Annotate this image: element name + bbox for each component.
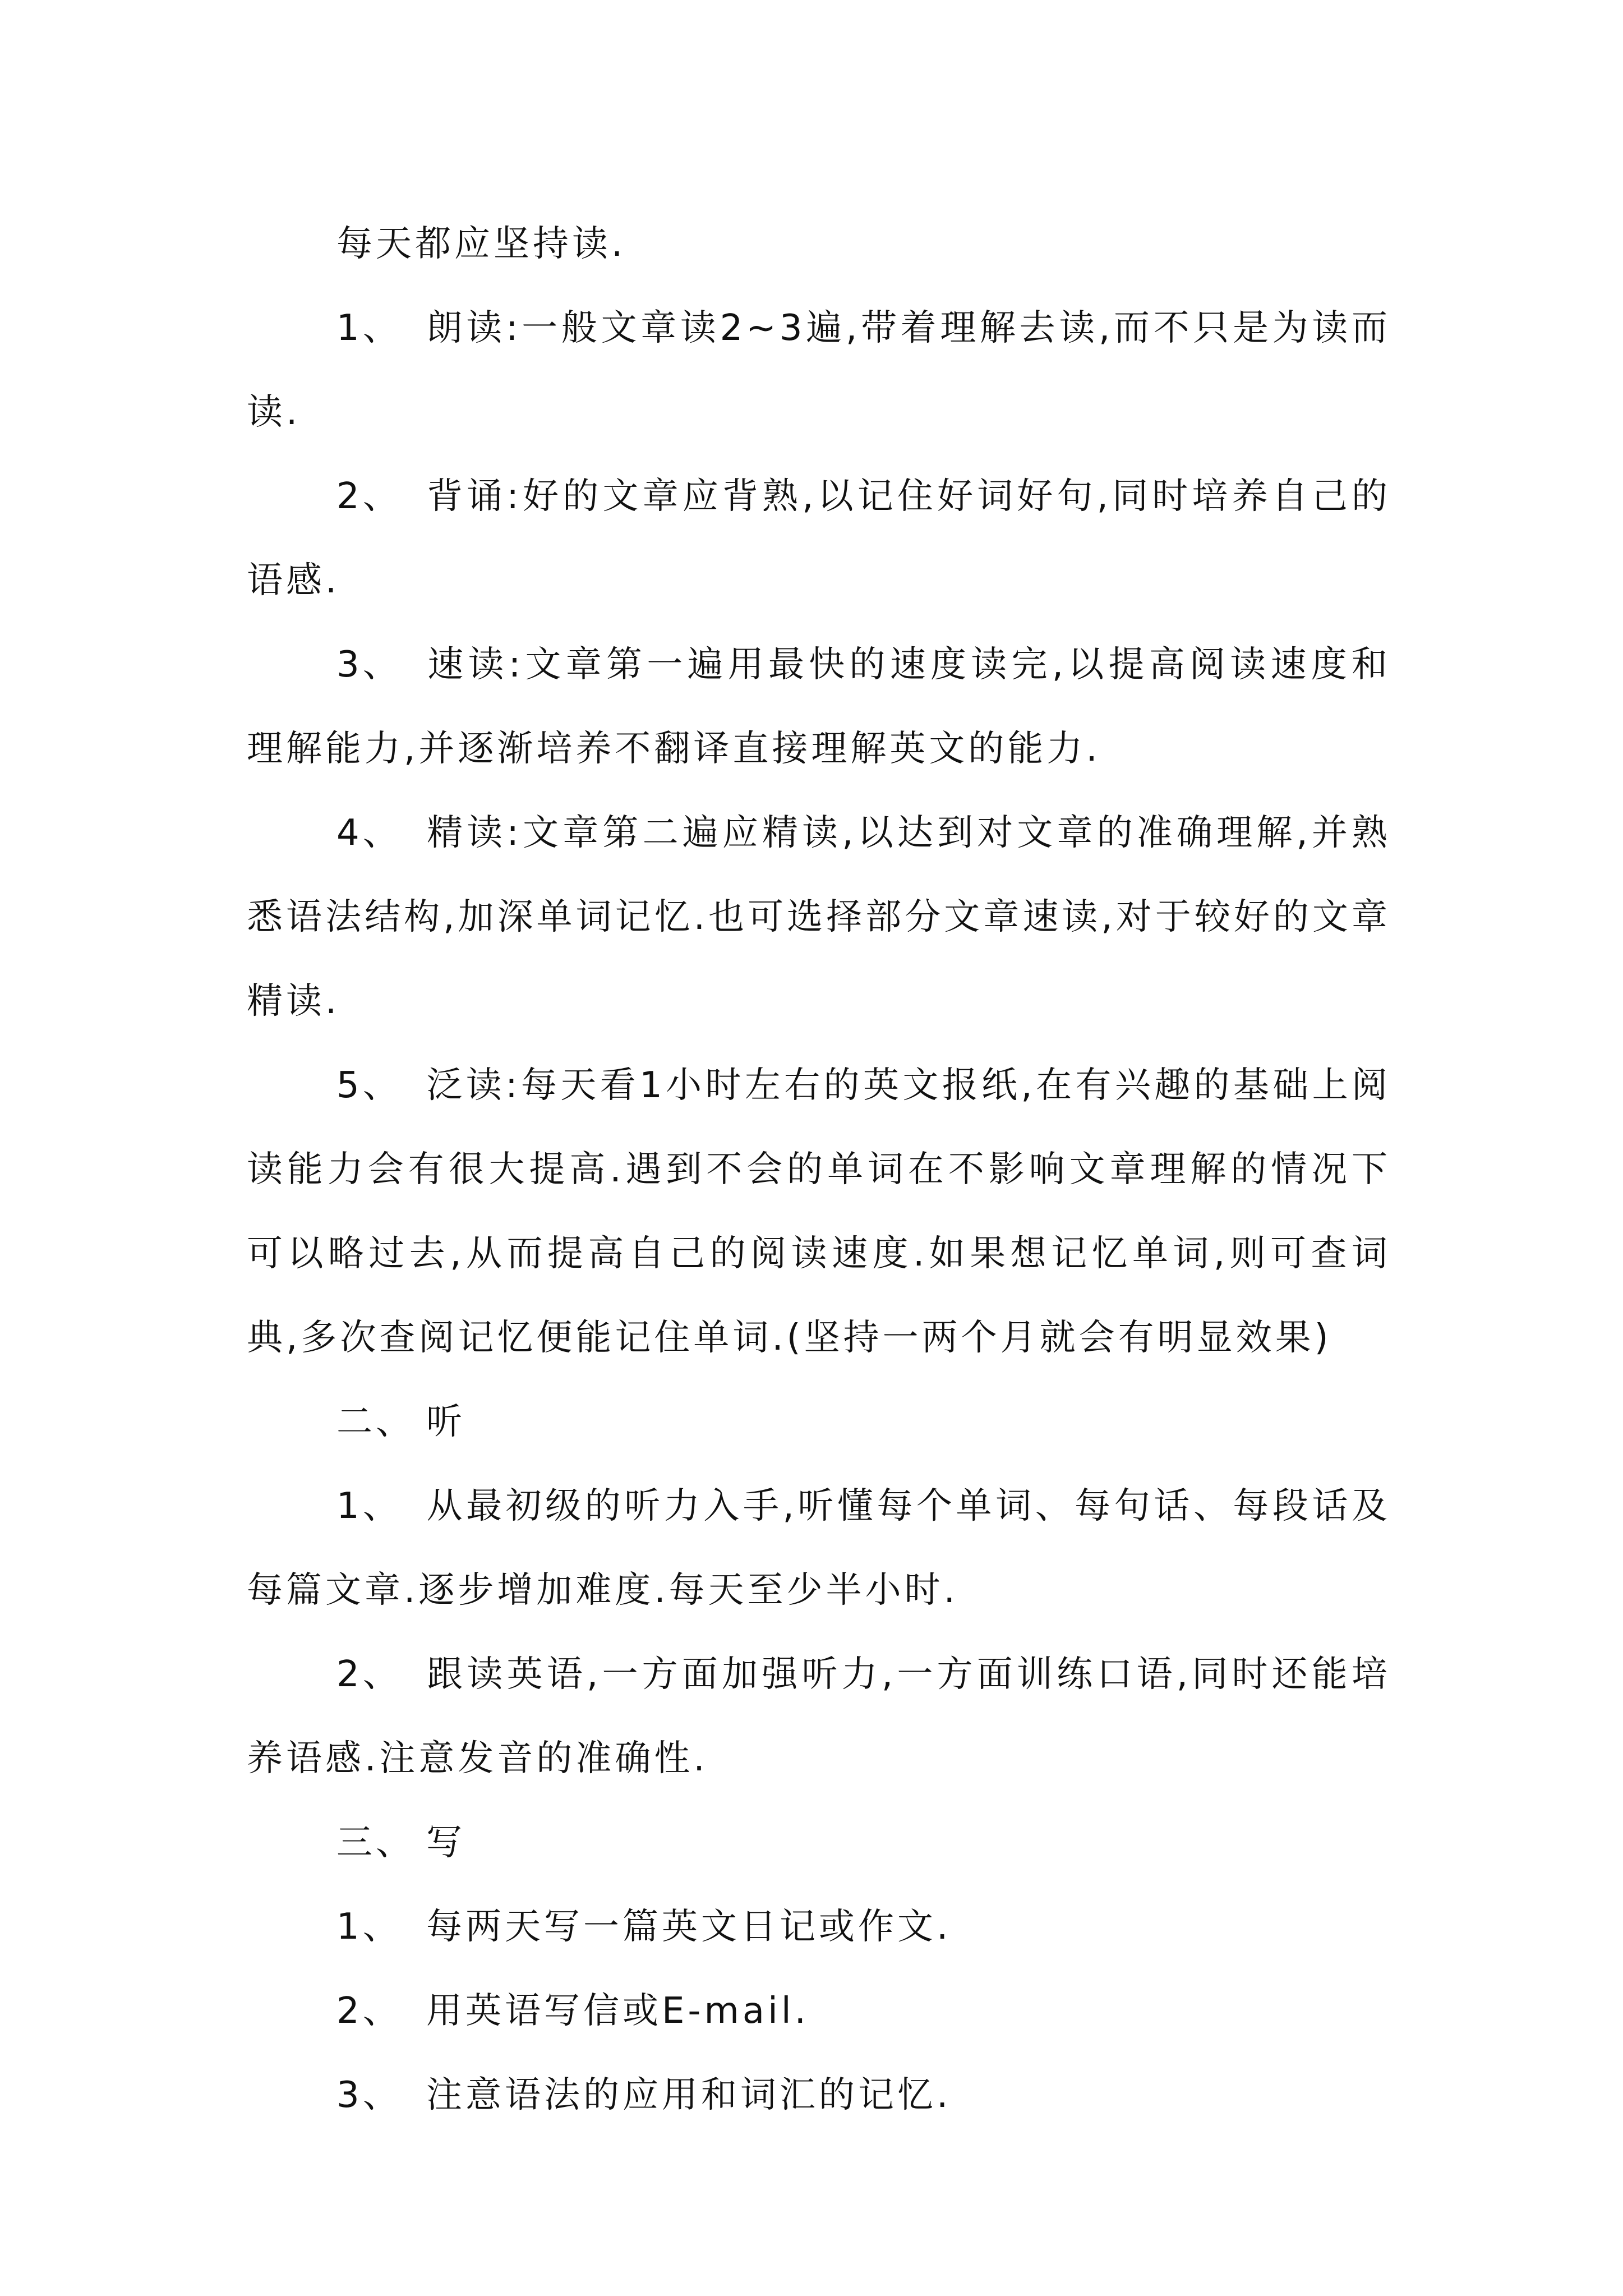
section-heading-listen xyxy=(247,1380,1391,1464)
paragraph-number: 3、 xyxy=(336,2074,402,2116)
paragraph-text: 泛读:每天看1小时左右的英文报纸,在有兴趣的基础上阅读能力会有很大提高.遇到不会的单词在不影响文章理解的情况下可以略过去,从而提高自己的阅读速度.如果想记忆单词,则可查词典,多次查阅记忆便能记住单词.(坚持一两个月就会有明显效果) xyxy=(247,1065,1391,1359)
paragraph-number: 2、 xyxy=(336,1990,402,2032)
paragraph-number: 3、 xyxy=(336,644,402,685)
paragraph-number: 1、 xyxy=(336,307,402,349)
paragraph-text: 跟读英语,一方面加强听力,一方面训练口语,同时还能培养语感.注意发音的准确性. xyxy=(247,1654,1391,1779)
paragraph-listen-2 xyxy=(247,1632,1391,1801)
paragraph-read-1 xyxy=(247,286,1391,454)
paragraph-number: 1、 xyxy=(336,1485,402,1527)
paragraph-listen-1 xyxy=(247,1464,1391,1632)
paragraph-read-5 xyxy=(247,1043,1391,1380)
paragraph-text: 注意语法的应用和词汇的记忆. xyxy=(426,2074,952,2116)
paragraph-text: 朗读:一般文章读2~3遍,带着理解去读,而不只是为读而读. xyxy=(247,307,1391,433)
paragraph-text: 精读:文章第二遍应精读,以达到对文章的准确理解,并熟悉语法结构,加深单词记忆.也可选择部分文章速读,对于较好的文章精读. xyxy=(247,812,1391,1022)
paragraph-read-3 xyxy=(247,623,1391,791)
paragraph-number: 1、 xyxy=(336,1906,402,1948)
section-number: 二、 xyxy=(336,1401,415,1443)
paragraph-number: 4、 xyxy=(336,812,402,854)
paragraph-text: 用英语写信或E-mail. xyxy=(426,1990,809,2032)
paragraph-read-4 xyxy=(247,791,1391,1043)
paragraph-write-2 xyxy=(247,1969,1391,2053)
paragraph-number: 2、 xyxy=(336,1654,402,1695)
paragraph-number: 2、 xyxy=(336,476,402,517)
paragraph-number: 5、 xyxy=(336,1065,402,1106)
paragraph-text: 每两天写一篇英文日记或作文. xyxy=(426,1906,952,1948)
paragraph-write-3 xyxy=(247,2053,1391,2137)
section-title: 写 xyxy=(426,1822,465,1864)
section-title: 听 xyxy=(426,1401,465,1443)
section-number: 三、 xyxy=(336,1822,415,1864)
paragraph-text: 速读:文章第一遍用最快的速度读完,以提高阅读速度和理解能力,并逐渐培养不翻译直接理解英文的能力. xyxy=(247,644,1391,770)
section-heading-write xyxy=(247,1801,1391,1885)
paragraph-read-2 xyxy=(247,454,1391,623)
paragraph-write-1 xyxy=(247,1885,1391,1969)
paragraph-text: 从最初级的听力入手,听懂每个单词、每句话、每段话及每篇文章.逐步增加难度.每天至少半小时. xyxy=(247,1485,1391,1611)
paragraph-text: 背诵:好的文章应背熟,以记住好词好句,同时培养自己的语感. xyxy=(247,476,1391,601)
paragraph-intro xyxy=(247,202,1391,286)
paragraph-text: 每天都应坚持读. xyxy=(336,223,626,265)
document-body xyxy=(247,202,1391,2137)
